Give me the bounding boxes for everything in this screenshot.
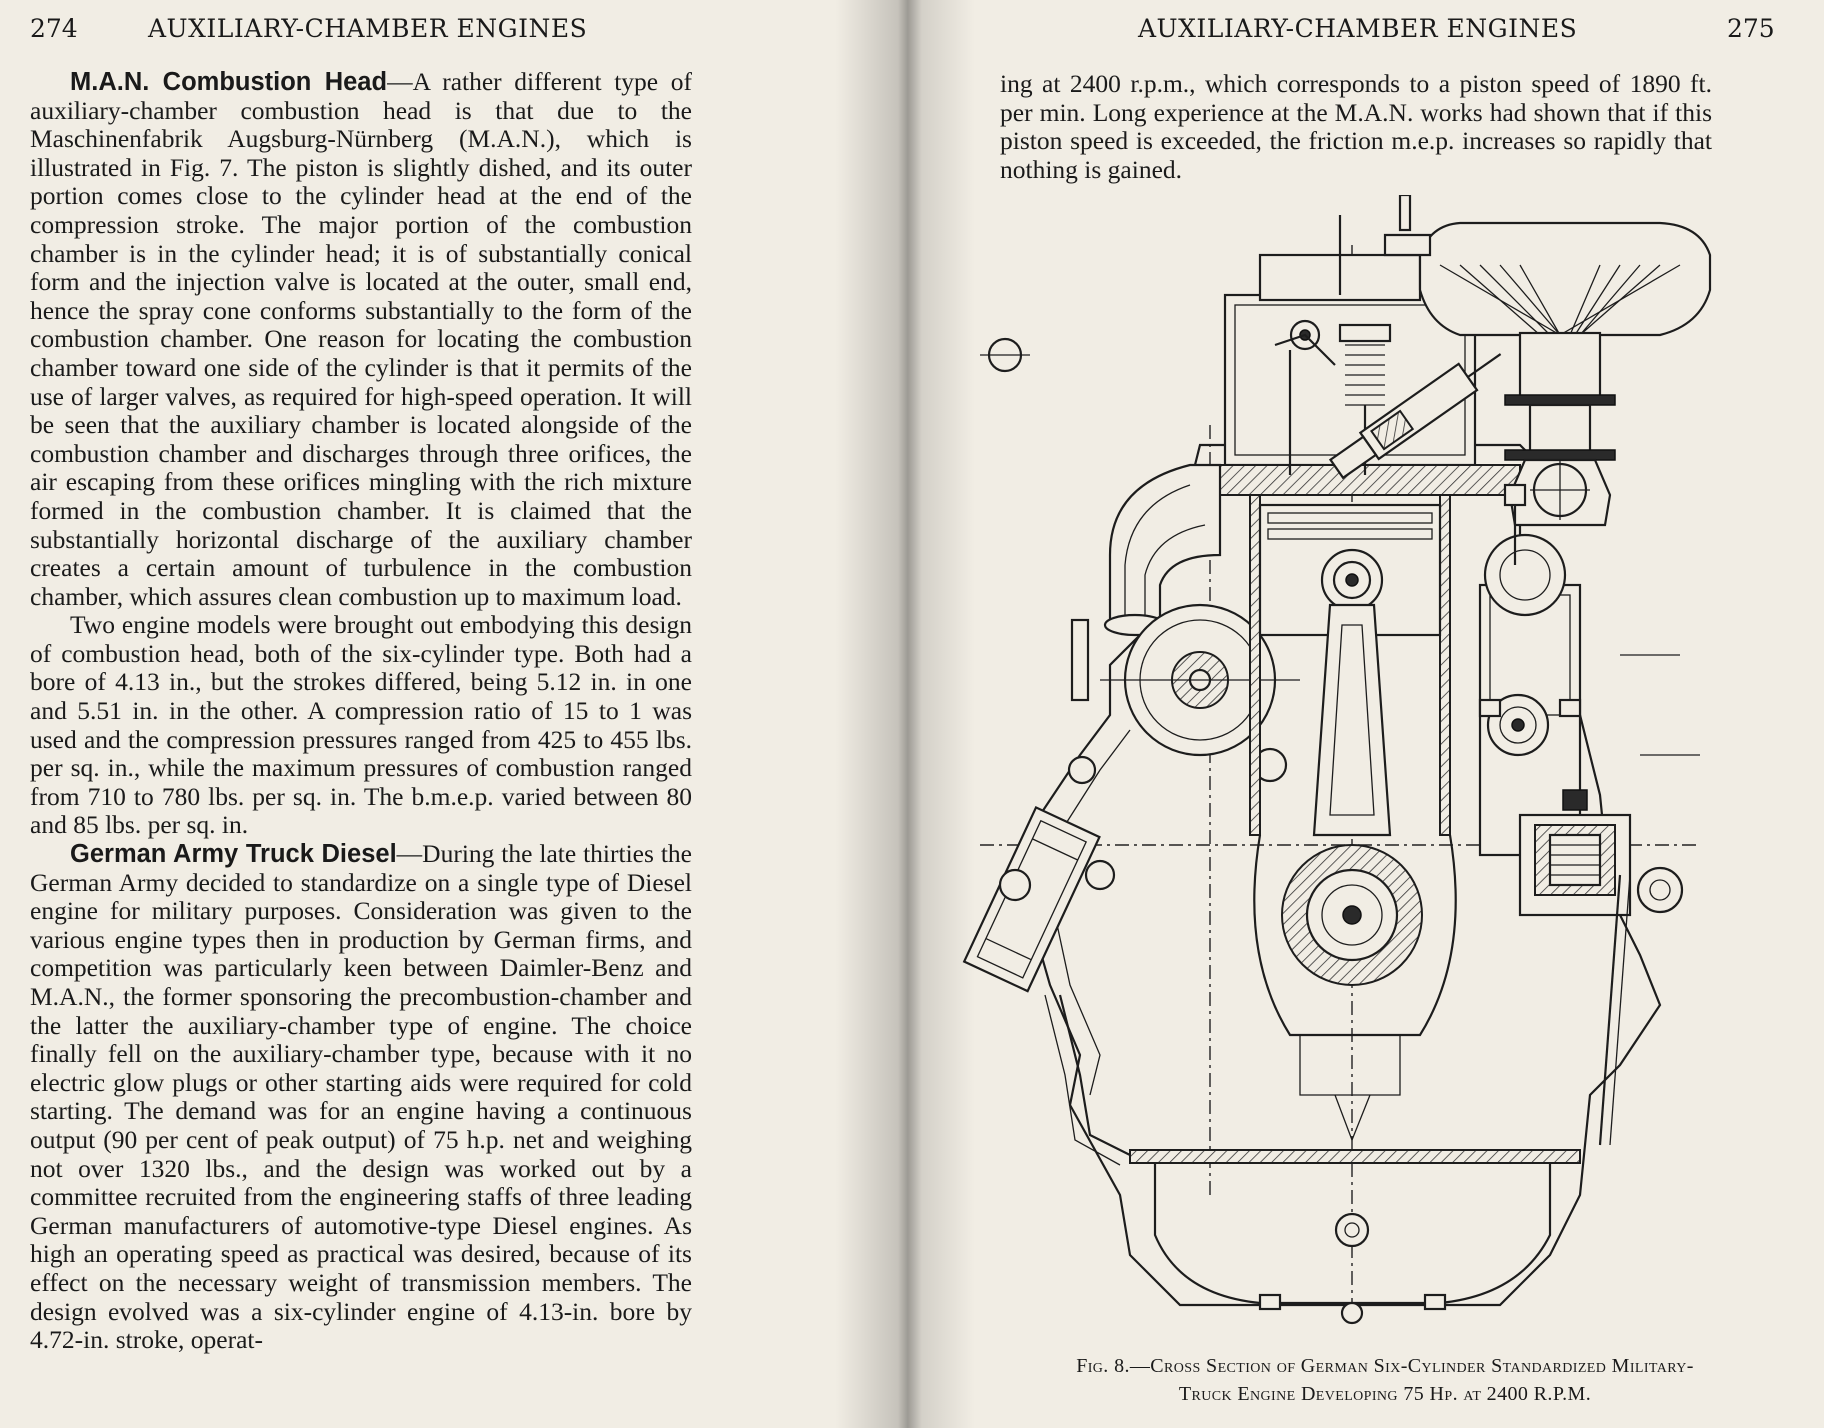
right-running-head: AUXILIARY-CHAMBER ENGINES: [1138, 14, 1578, 43]
right-page-body: [1000, 70, 1712, 184]
figure-caption: [995, 1352, 1775, 1408]
paragraph-man-combustion-head: [30, 68, 692, 611]
figure-caption-line-1: Fig. 8.—Cross Section of German Six-Cylinder Standardized Military-: [1076, 1355, 1694, 1377]
right-page-number: 275: [1727, 14, 1775, 43]
engine-cross-section-figure: [960, 195, 1720, 1340]
left-running-head: AUXILIARY-CHAMBER ENGINES: [148, 14, 588, 43]
figure-caption-line-2: Truck Engine Developing 75 Hp. at 2400 R.P.M.: [1178, 1383, 1592, 1405]
paragraph-text: —During the late thirties the German Army decided to standardize on a single type of Diesel engine for military purposes. Consideration was given to the various engine types then in production by German firms, and competition was particularly keen between Daimler-Benz and M.A.N., the former sponsoring the precombustion-chamber and the latter the auxiliary-chamber type of engine. The choice finally fell on the auxiliary-chamber type, because with it no electric glow plugs or other starting aids were required for cold starting. The demand was for an engine having a continuous output (90 per cent of peak output) of 75 h.p. net and weighing not over 1320 lbs., and the design was worked out by a committee recruited from the engineering staffs of three leading German manufacturers of automotive-type Diesel engines. As high an operating speed as practical was desired, because of its effect on the necessary weight of transmission members. The design evolved was a six-cylinder engine of 4.13-in. bore by 4.72-in. stroke, operat-: [30, 839, 692, 1355]
section-heading-man: M.A.N. Combustion Head: [70, 68, 388, 96]
paragraph-german-army-truck: [30, 840, 692, 1355]
left-page-number: 274: [30, 14, 78, 43]
paragraph-engine-models: Two engine models were brought out embodying this design of combustion head, both of the six-cylinder type. Both had a bore of 4.13 in., but the strokes differed, being 5.12 in. in one and 5.51 in. in the other. A compression ratio of 15 to 1 was used and the compression pressures ranged from 425 to 455 lbs. per sq. in., while the maximum pressures of combustion ranged from 710 to 780 lbs. per sq. in. The b.m.e.p. varied between 80 and 85 lbs. per sq. in.: [30, 610, 692, 840]
paragraph-continuation: ing at 2400 r.p.m., which corresponds to a piston speed of 1890 ft. per min. Long experience at the M.A.N. works had shown that if this piston speed is exceeded, the friction m.e.p. increases so rapidly that nothing is gained.: [1000, 69, 1712, 184]
section-heading-army-diesel: German Army Truck Diesel: [70, 840, 397, 869]
left-page: [0, 0, 905, 1428]
paragraph-text: —A rather different type of auxiliary-chamber combustion head is that due to the Maschinenfabrik Augsburg-Nürnberg (M.A.N.), which is illustrated in Fig. 7. The piston is slightly dished, and its outer portion comes close to the cylinder head at the end of the compression stroke. The major portion of the combustion chamber is in the cylinder head; it is of substantially conical form and the injection valve is located at the outer, small end, hence the spray cone conforms substantially to the form of the combustion chamber. One reason for locating the combustion chamber toward one side of the cylinder is that it permits of the use of larger valves, as required for high-speed operation. It will be seen that the auxiliary chamber is located alongside of the combustion chamber and discharges through three orifices, the air escaping from these orifices mingling with the rich mixture formed in the combustion chamber. It is claimed that the substantially horizontal discharge of the auxiliary chamber creates a certain amount of turbulence in the combustion chamber, which assures clean combustion up to maximum load.: [30, 67, 692, 611]
left-page-body: [30, 68, 692, 1355]
